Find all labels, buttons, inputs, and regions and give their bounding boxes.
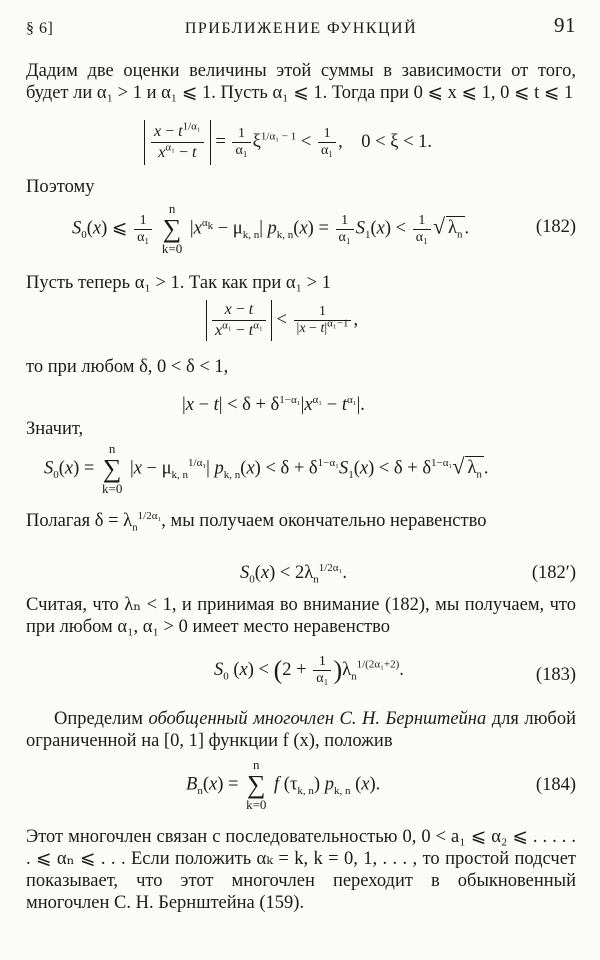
paragraph-considering: Считая, что λₙ < 1, и принимая во внимание (182), мы получаем, что при любом α₁, α₁ > 0 имеет место неравенство — [26, 595, 576, 637]
define-lead: Определим — [54, 709, 149, 729]
equation-difference-bound: $\frac{x - t}{x^{\alpha_1} - t^{\alpha_1}}$ < $\frac{1}{|x - t|^{\alpha_1-1}}$ , — [26, 300, 576, 352]
section-marker: § 6] — [26, 20, 54, 37]
equation-number-183: (183) — [535, 665, 576, 685]
paragraph-hence: Значит, — [26, 419, 84, 439]
equation-number-184: (184) — [535, 775, 576, 795]
define-tail: для любой ограниченной на [0, 1] функции f (x), положив — [26, 709, 576, 751]
equation-ratio-bound: $\frac{x - t^{1/\alpha_1}}{x^{\alpha_1} - t}$ = $\frac{1}{\text{α₁}}$ $\xi^{1/\alpha_1 - 1}$ < $\frac{1}{\text{α₁}}$ , 0 < ξ < 1. — [26, 120, 576, 178]
paragraph-setting-delta: Полагая $\delta = \lambda_n^{1/2\alpha_1}$, мы получаем окончательно неравенство — [26, 509, 487, 534]
equation-184: $B_n(x) = n$ ∑ k=0 f $(\tau_{k, n})$ $p_{k, n}$ (x). (184) — [186, 757, 576, 812]
page-number: 91 — [554, 13, 576, 37]
equation-number-182: (182) — [535, 217, 576, 237]
setting-delta-lead: Полагая δ = — [26, 511, 119, 531]
paragraph-therefore: Поэтому — [26, 177, 95, 197]
running-title: ПРИБЛИЖЕНИЕ ФУНКЦИЙ — [184, 20, 418, 37]
equation-delta-bound: $|x - t| < \delta + \delta^{1-\alpha_1}|x^{\alpha_1} - t^{\alpha_1}|$. — [182, 393, 365, 415]
paragraph-intro: Дадим две оценки величины этой суммы в зависимости от того, будет ли α₁ > 1 и α₁ ⩽ 1. Пусть α₁ ⩽ 1. Тогда при 0 ⩽ x ⩽ 1, 0 ⩽ t ⩽ 1 — [26, 61, 576, 103]
equation-182-prime: $S_0(x) < 2\lambda_n^{1/2\alpha_1}$. (182′) — [240, 561, 576, 586]
paragraph-define-polynomial — [26, 708, 576, 752]
equation-182: $S_0(x)$ ⩽ $\frac{1}{\text{α₁}}$ n ∑ k=0 $|x^{\alpha_k} - \mu_{k, n}|$ $p_{k, n}(x)$ = $\frac{1}{\text{α₁}}$ $S_1(x)$ < $\frac{1}{\text{α₁}}$ √ $\lambda_n$ . (182) — [72, 201, 576, 256]
equation-183: $S_0$ (x) < (2 + $\frac{1}{\text{α₁}}$ )$\lambda_n^{1/(2\alpha_1+2)}$. (183) — [214, 654, 576, 686]
page-header — [26, 14, 576, 44]
paragraph-conclusion: Этот многочлен связан с последовательностью 0, 0 < a₁ ⩽ α₂ ⩽ . . . . . . ⩽ αₙ ⩽ . . . Если положить αₖ = k, k = 0, 1, . . . , то простой подсчет показывает, что этот многочлен переходит в обыкновенный многочлен С. Н. Бернштейна (159). — [26, 827, 576, 913]
equation-s0-sum: $S_0(x) = n$ ∑ k=0 $|x - \mu_{k, n}^{1/\alpha_1}|$ $p_{k, n}(x) < \delta + \delta^{1-\alpha_1}S_1(x) < \delta + \delta^{1-\alpha_1}√$ $\lambda_n$ . — [44, 441, 489, 496]
define-term: обобщенный многочлен С. Н. Бернштейна — [148, 709, 487, 729]
setting-delta-tail: , мы получаем окончательно неравенство — [161, 511, 487, 531]
paragraph-any-delta: то при любом δ, 0 < δ < 1, — [26, 357, 229, 377]
equation-number-182-prime: (182′) — [531, 563, 576, 583]
paragraph-case-alpha-gt-1: Пусть теперь α₁ > 1. Так как при α₁ > 1 — [26, 273, 331, 293]
